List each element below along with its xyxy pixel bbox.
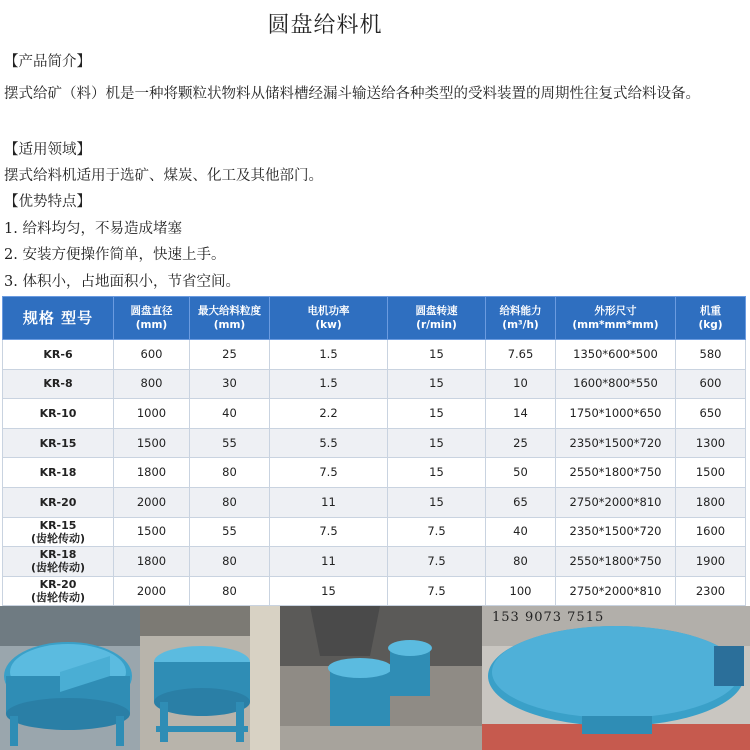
table-cell: 1600 [676,517,746,547]
table-header: 圆盘转速 (r/min) [388,297,486,340]
table-cell: 7.5 [388,517,486,547]
table-cell: 11 [270,487,388,517]
table-cell: 7.5 [388,547,486,577]
table-cell: 15 [270,576,388,606]
table-cell: 1750*1000*650 [556,399,676,429]
table-cell: 15 [388,369,486,399]
model-cell: KR-10 [3,399,114,429]
table-cell: 55 [190,517,270,547]
table-cell: 1500 [114,428,190,458]
table-cell: 2550*1800*750 [556,547,676,577]
table-row [3,458,746,488]
table-cell: 11 [270,547,388,577]
phone-number: 153 9073 7515 [492,610,605,625]
table-cell: 1600*800*550 [556,369,676,399]
table-cell: 50 [486,458,556,488]
advantage-item: 3. 体积小，占地面积小，节省空间。 [4,274,240,290]
model-cell: KR-20 [3,487,114,517]
table-cell: 30 [190,369,270,399]
table-cell: 25 [486,428,556,458]
table-cell: 7.5 [270,458,388,488]
table-cell: 2350*1500*720 [556,517,676,547]
product-photos [0,606,750,750]
table-cell: 80 [190,547,270,577]
spec-table [2,296,746,606]
table-row [3,369,746,399]
usage-heading: 【适用领域】 [4,142,91,158]
table-row [3,517,746,547]
table-header: 给料能力 (m³/h) [486,297,556,340]
table-cell: 40 [486,517,556,547]
table-cell: 1800 [114,547,190,577]
table-cell: 80 [190,458,270,488]
table-header: 外形尺寸 (mm*mm*mm) [556,297,676,340]
table-cell: 7.5 [388,576,486,606]
table-cell: 2550*1800*750 [556,458,676,488]
model-cell: KR-6 [3,340,114,370]
advantage-item: 2. 安装方便操作简单，快速上手。 [4,247,226,263]
intro-text: 摆式给矿（料）机是一种将颗粒状物料从储料槽经漏斗输送给各种类型的受料装置的周期性往复式给料设备。 [4,86,700,102]
table-cell: 15 [388,458,486,488]
table-cell: 15 [388,340,486,370]
table-cell: 2300 [676,576,746,606]
table-cell: 2000 [114,487,190,517]
table-cell: 55 [190,428,270,458]
table-header: 最大给料粒度 (mm) [190,297,270,340]
table-cell: 15 [388,487,486,517]
table-row [3,340,746,370]
model-cell: KR-8 [3,369,114,399]
table-row [3,399,746,429]
table-row [3,428,746,458]
table-cell: 2750*2000*810 [556,576,676,606]
model-cell: KR-15 [3,428,114,458]
table-cell: 7.65 [486,340,556,370]
model-cell: KR-15 (齿轮传动) [3,517,114,547]
table-cell: 1500 [114,517,190,547]
table-cell: 14 [486,399,556,429]
model-cell: KR-18 (齿轮传动) [3,547,114,577]
table-cell: 80 [190,576,270,606]
table-cell: 7.5 [270,517,388,547]
usage-text: 摆式给料机适用于选矿、煤炭、化工及其他部门。 [4,168,323,184]
table-cell: 10 [486,369,556,399]
table-row [3,576,746,606]
table-cell: 1.5 [270,340,388,370]
table-cell: 1800 [676,487,746,517]
table-cell: 15 [388,428,486,458]
table-header: 电机功率 (kw) [270,297,388,340]
table-cell: 1000 [114,399,190,429]
table-cell: 2350*1500*720 [556,428,676,458]
table-cell: 80 [486,547,556,577]
table-cell: 5.5 [270,428,388,458]
table-cell: 65 [486,487,556,517]
table-header-row [3,297,746,340]
table-cell: 1350*600*500 [556,340,676,370]
table-cell: 40 [190,399,270,429]
table-cell: 80 [190,487,270,517]
page-title: 圆盘给料机 [267,13,383,38]
product-photo [280,606,482,750]
table-cell: 2000 [114,576,190,606]
table-row [3,487,746,517]
table-cell: 650 [676,399,746,429]
table-cell: 580 [676,340,746,370]
table-cell: 100 [486,576,556,606]
product-photo [0,606,140,750]
model-cell: KR-20 (齿轮传动) [3,576,114,606]
table-cell: 25 [190,340,270,370]
table-cell: 600 [114,340,190,370]
table-header: 圆盘直径 (mm) [114,297,190,340]
table-cell: 15 [388,399,486,429]
intro-heading: 【产品简介】 [4,54,91,70]
table-cell: 1300 [676,428,746,458]
table-cell: 800 [114,369,190,399]
table-cell: 1800 [114,458,190,488]
table-cell: 1900 [676,547,746,577]
model-cell: KR-18 [3,458,114,488]
table-header: 规格 型号 [3,297,114,340]
product-photo [140,606,280,750]
table-row [3,547,746,577]
table-cell: 1.5 [270,369,388,399]
advantage-item: 1. 给料均匀，不易造成堵塞 [4,221,182,237]
table-cell: 2.2 [270,399,388,429]
table-header: 机重 (kg) [676,297,746,340]
product-photo [482,606,750,750]
table-cell: 2750*2000*810 [556,487,676,517]
table-cell: 600 [676,369,746,399]
table-cell: 1500 [676,458,746,488]
advantage-heading: 【优势特点】 [4,194,91,210]
